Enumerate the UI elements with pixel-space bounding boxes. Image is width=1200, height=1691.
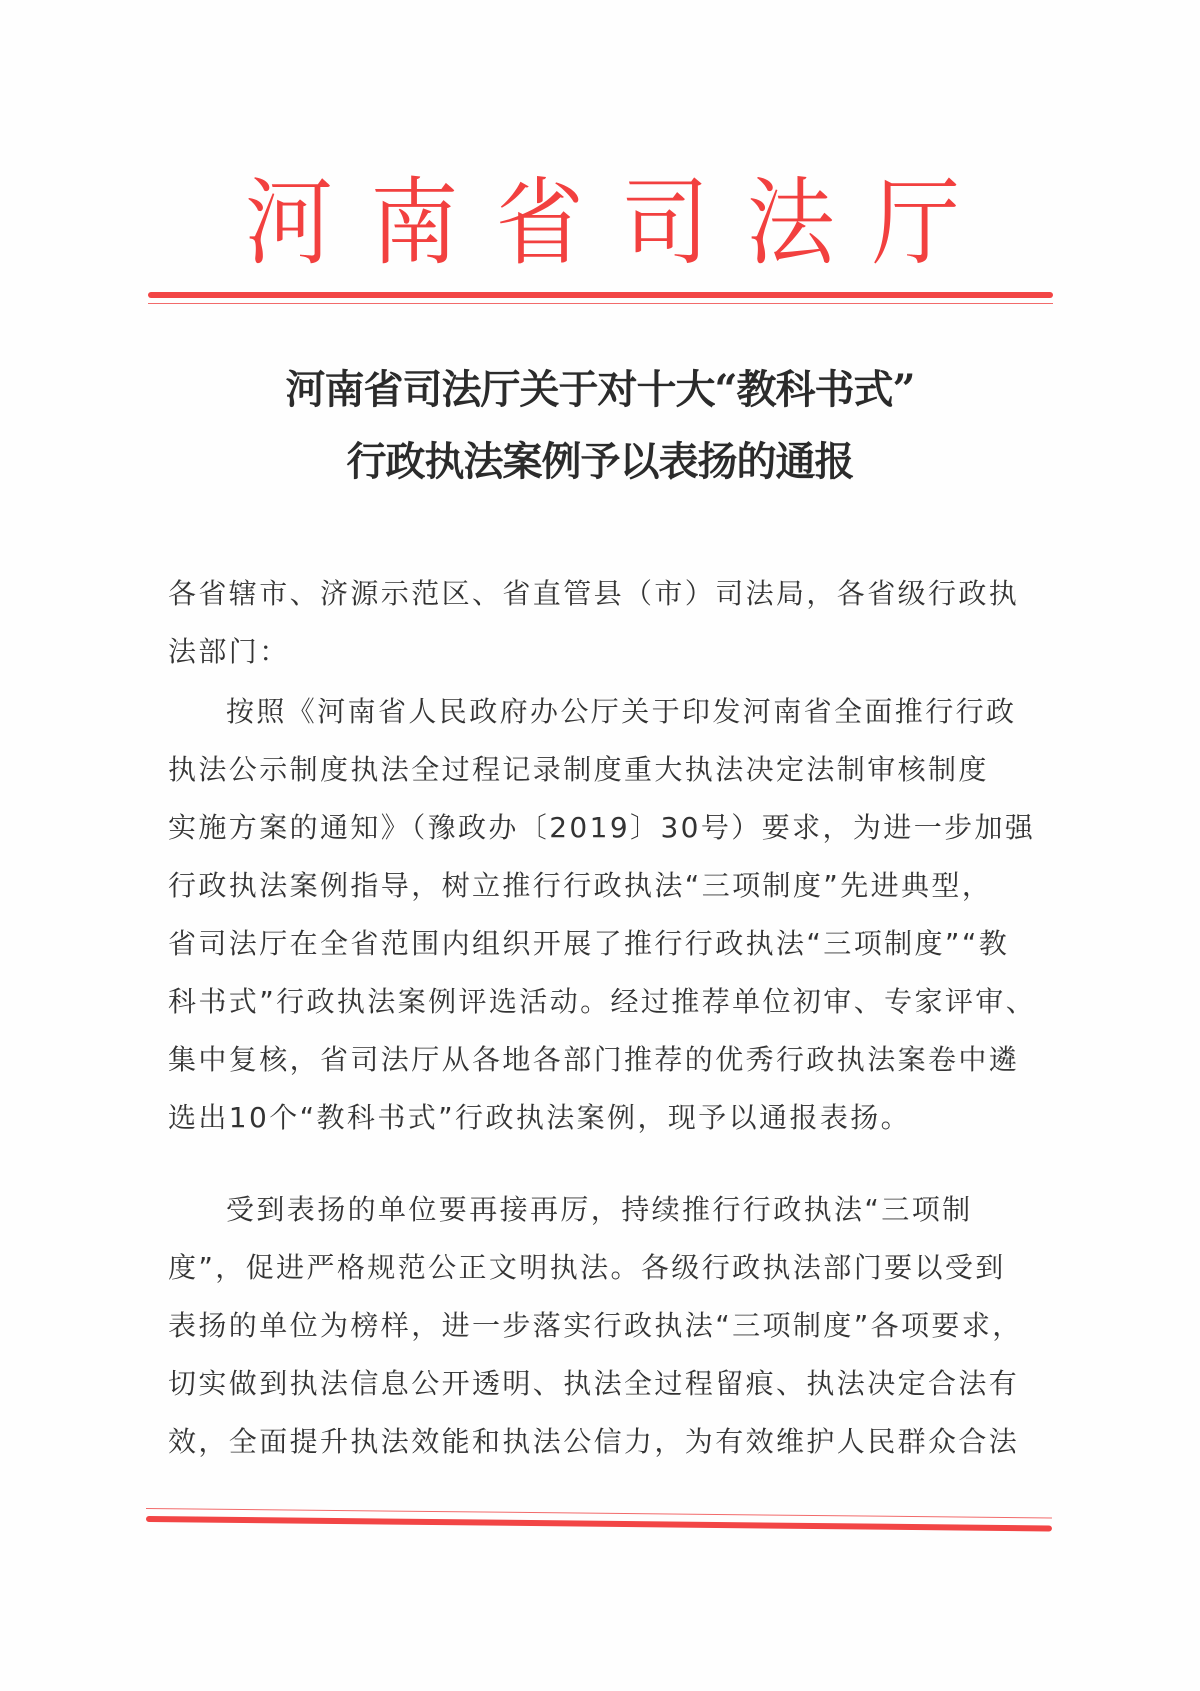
body-line: 集中复核，省司法厅从各地各部门推荐的优秀行政执法案卷中遴 <box>168 1043 1020 1076</box>
body-line: 各省辖市、济源示范区、省直管县（市）司法局，各省级行政执 <box>168 577 1020 610</box>
body-line: 切实做到执法信息公开透明、执法全过程留痕、执法决定合法有 <box>168 1367 1020 1400</box>
masthead-red-rule-thin <box>148 303 1053 304</box>
body-line: 科书式”行政执法案例评选活动。经过推荐单位初审、专家评审、 <box>168 985 1037 1018</box>
masthead-char: 法 <box>746 166 835 279</box>
masthead-char: 省 <box>495 166 584 279</box>
body-line: 法部门： <box>168 635 290 668</box>
masthead-red-rule-thick <box>148 292 1053 298</box>
body-line: 按照《河南省人民政府办公厅关于印发河南省全面推行行政 <box>226 695 1017 728</box>
document-title-line-1: 河南省司法厅关于对十大“教科书式” <box>285 366 915 413</box>
body-line: 表扬的单位为榜样，进一步落实行政执法“三项制度”各项要求， <box>168 1309 1023 1342</box>
document-title-line-2: 行政执法案例予以表扬的通报 <box>346 438 854 485</box>
body-line: 实施方案的通知》（豫政办〔2019〕30号）要求，为进一步加强 <box>168 811 1036 844</box>
body-line: 省司法厅在全省范围内组织开展了推行行政执法“三项制度”“教 <box>168 927 1010 960</box>
body-line: 选出10个“教科书式”行政执法案例，现予以通报表扬。 <box>168 1101 912 1134</box>
masthead-char: 南 <box>370 166 459 279</box>
body-line: 执法公示制度执法全过程记录制度重大执法决定法制审核制度 <box>168 753 989 786</box>
body-line: 行政执法案例指导，树立推行行政执法“三项制度”先进典型， <box>168 869 993 902</box>
body-line: 受到表扬的单位要再接再厉，持续推行行政执法“三项制 <box>226 1193 973 1226</box>
body-line: 度”，促进严格规范公正文明执法。各级行政执法部门要以受到 <box>168 1251 1006 1284</box>
masthead-char: 河 <box>245 166 334 279</box>
masthead-char: 厅 <box>871 166 960 279</box>
footer-red-rule-thick <box>146 1516 1052 1531</box>
masthead-char: 司 <box>621 166 710 279</box>
masthead-org-name <box>150 168 1050 278</box>
body-line: 效，全面提升执法效能和执法公信力，为有效维护人民群众合法 <box>168 1425 1020 1458</box>
